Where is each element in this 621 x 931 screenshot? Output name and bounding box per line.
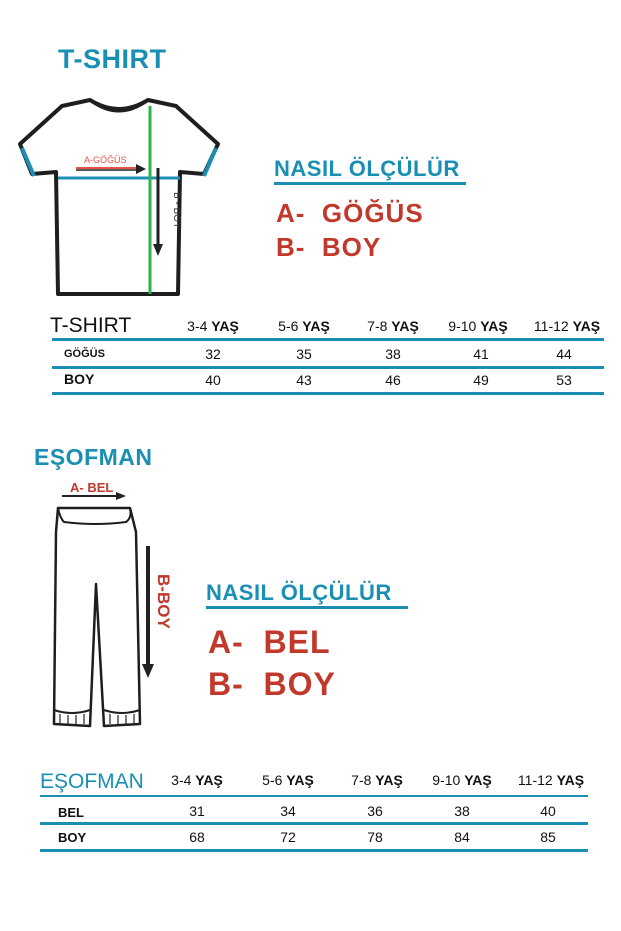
esofman-row-label-length: BOY [58, 830, 87, 845]
tshirt-cell: 38 [385, 346, 401, 362]
tshirt-cell: 43 [296, 372, 312, 388]
tshirt-table-rule-bottom [52, 392, 604, 395]
tshirt-col-head-4: 9-10 YAŞ [448, 318, 508, 334]
esofman-col-head-5: 11-12 YAŞ [517, 772, 585, 788]
esofman-cell: 85 [540, 829, 556, 845]
esofman-table-rule-mid [40, 822, 588, 825]
esofman-cell: 38 [454, 803, 470, 819]
tshirt-table-title: T-SHIRT [50, 314, 132, 337]
esofman-diagram [40, 474, 180, 756]
esofman-waist-label: A- BEL [70, 480, 114, 495]
esofman-table-rule-top [40, 795, 588, 797]
esofman-cell: 34 [280, 803, 296, 819]
tshirt-how-title: NASIL ÖLÇÜLÜR [274, 156, 460, 181]
tshirt-row-label-length: BOY [64, 371, 95, 387]
esofman-cell: 72 [280, 829, 296, 845]
esofman-cell: 78 [367, 829, 383, 845]
esofman-col-head-4: 9-10 YAŞ [432, 772, 492, 788]
tshirt-cell: 41 [473, 346, 489, 362]
esofman-how-title: NASIL ÖLÇÜLÜR [206, 580, 392, 605]
esofman-how-underline [206, 606, 408, 609]
tshirt-how-underline [274, 182, 466, 185]
tshirt-col-head-3: 7-8 YAŞ [367, 318, 419, 334]
tshirt-cell: 32 [205, 346, 221, 362]
esofman-table-rule-bottom [40, 849, 588, 852]
tshirt-col-head-2: 5-6 YAŞ [278, 318, 330, 334]
esofman-col-head-1: 3-4 YAŞ [171, 772, 223, 788]
esofman-row-label-waist: BEL [58, 805, 84, 820]
tshirt-chest-label: A-GÖĞÜS [84, 155, 127, 165]
tshirt-col-head-5: 11-12 YAŞ [533, 318, 601, 334]
tshirt-cell: 35 [296, 346, 312, 362]
esofman-table-title: EŞOFMAN [40, 770, 144, 793]
tshirt-legend-b: B- BOY [276, 232, 382, 262]
esofman-length-label: B-BOY [154, 574, 173, 629]
esofman-col-head-3: 7-8 YAŞ [351, 772, 403, 788]
esofman-legend-a: A- BEL [208, 624, 331, 660]
esofman-legend-b: B- BOY [208, 666, 336, 702]
esofman-section-title: EŞOFMAN [34, 444, 153, 470]
tshirt-legend-a: A- GÖĞÜS [276, 198, 424, 228]
esofman-cell: 31 [189, 803, 205, 819]
tshirt-table-rule-mid [52, 366, 604, 369]
tshirt-cell: 46 [385, 372, 401, 388]
tshirt-diagram [12, 92, 232, 304]
tshirt-cell: 53 [556, 372, 572, 388]
esofman-cell: 68 [189, 829, 205, 845]
tshirt-section-title: T-SHIRT [58, 44, 167, 74]
esofman-cell: 40 [540, 803, 556, 819]
esofman-cell: 36 [367, 803, 383, 819]
esofman-col-head-2: 5-6 YAŞ [262, 772, 314, 788]
tshirt-cell: 44 [556, 346, 572, 362]
tshirt-col-head-1: 3-4 YAŞ [187, 318, 239, 334]
tshirt-cell: 49 [473, 372, 489, 388]
tshirt-table-rule-top [52, 338, 604, 341]
tshirt-outline [20, 100, 218, 294]
tshirt-cell: 40 [205, 372, 221, 388]
tshirt-length-label: B - BOY [171, 192, 182, 229]
tshirt-row-label-chest: GÖĞÜS [64, 348, 105, 360]
esofman-cell: 84 [454, 829, 470, 845]
esofman-outline [54, 508, 140, 726]
